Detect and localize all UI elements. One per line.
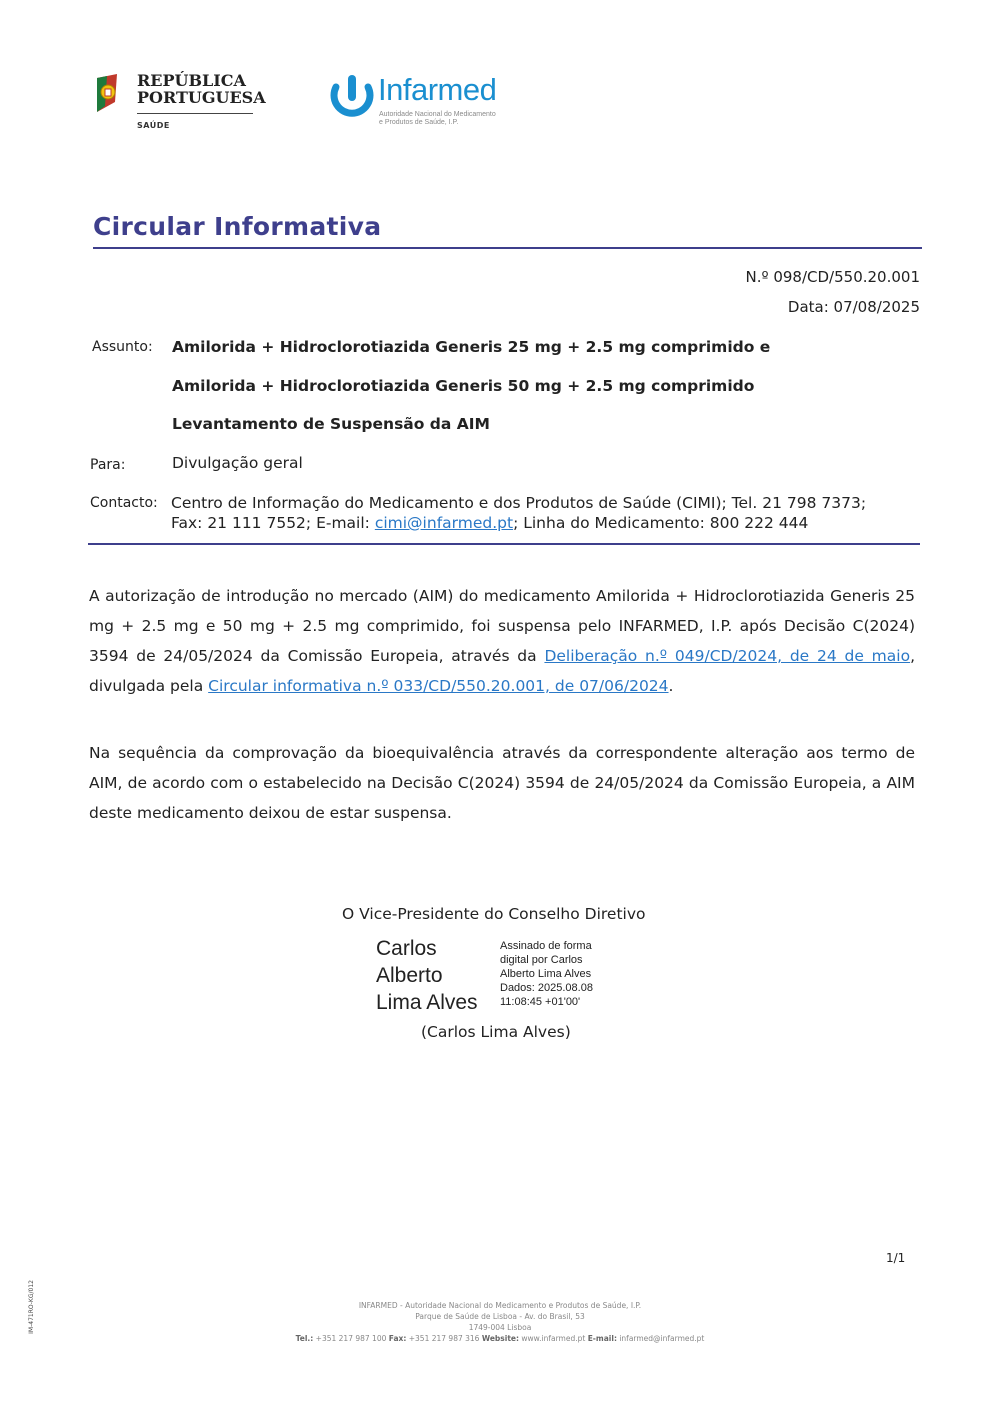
deliberacao-link[interactable]: Deliberação n.º 049/CD/2024, de 24 de maio: [544, 647, 911, 665]
contact-phone-text: ; Linha do Medicamento: 800 222 444: [513, 514, 809, 532]
p1-text-c: .: [668, 677, 674, 695]
document-date: Data: 07/08/2025: [787, 298, 920, 316]
gov-logo-divider: [137, 113, 253, 114]
footer-tel: +351 217 987 100: [315, 1334, 387, 1343]
footer-email-label: E-mail:: [587, 1334, 617, 1343]
contact-line1: Centro de Informação do Medicamento e dos Produtos de Saúde (CIMI); Tel. 21 798 7373;: [171, 494, 867, 512]
document-reference: [746, 262, 920, 322]
sig-name-line3: Lima Alves: [376, 991, 478, 1014]
stamp-line5: 11:08:45 +01'00': [500, 996, 581, 1008]
infarmed-logo-icon: [330, 73, 374, 117]
gov-logo-line1: REPÚBLICA: [137, 71, 246, 90]
footer-web[interactable]: www.infarmed.pt: [521, 1334, 586, 1343]
p1-text-b: , divulgada pela: [89, 647, 915, 695]
footer-tel-label: Tel.:: [295, 1334, 314, 1343]
subject-label: Assunto:: [92, 339, 153, 355]
republica-portuguesa-emblem: [93, 72, 129, 120]
contact-line2: [171, 514, 808, 532]
contact-fax-text: Fax: 21 111 7552; E-mail:: [171, 514, 375, 532]
digital-signature-name: [376, 935, 478, 1016]
circular-link[interactable]: Circular informativa n.º 033/CD/550.20.001, de 07/06/2024: [208, 677, 669, 695]
document-title: Circular Informativa: [93, 212, 382, 241]
contact-email-link[interactable]: cimi@infarmed.pt: [374, 514, 514, 532]
footer: [200, 1300, 800, 1344]
subject-line3: Levantamento de Suspensão da AIM: [172, 415, 490, 433]
infarmed-sub-line1: Autoridade Nacional do Medicamento: [379, 111, 496, 118]
body-paragraph-2: Na sequência da comprovação da bioequivalência através da correspondente alteração aos termo de AIM, de acordo com o estabelecido na Decisão C(2024) 3594 de 24/05/2024 da Comissão Europeia, a AIM deste medicamento deixou de estar suspensa.: [89, 744, 915, 822]
form-code: IM-471RO-KG/012: [28, 1280, 35, 1334]
to-value: Divulgação geral: [172, 454, 303, 472]
infarmed-subtitle: [379, 111, 519, 127]
stamp-line4: Dados: 2025.08.08: [500, 982, 593, 994]
signatory-role: O Vice-Presidente do Conselho Diretivo: [342, 905, 646, 923]
infarmed-name: Infarmed: [378, 72, 497, 107]
subject-line2: Amilorida + Hidroclorotiazida Generis 50 mg + 2.5 mg comprimido: [172, 377, 755, 395]
sig-name-line1: Carlos: [376, 937, 437, 960]
contact-label: Contacto:: [90, 495, 158, 511]
stamp-line3: Alberto Lima Alves: [500, 968, 592, 980]
infarmed-sub-line2: e Produtos de Saúde, I.P.: [379, 119, 459, 126]
sig-name-line2: Alberto: [376, 964, 443, 987]
contact-divider: [88, 543, 920, 545]
page-number: 1/1: [886, 1251, 906, 1265]
signatory-printed-name: (Carlos Lima Alves): [421, 1023, 571, 1041]
gov-logo-line2: PORTUGUESA: [137, 88, 266, 107]
footer-fax: +351 217 987 316: [408, 1334, 480, 1343]
footer-line3: 1749-004 Lisboa: [468, 1323, 532, 1332]
to-label: Para:: [90, 457, 126, 473]
digital-signature-stamp: [500, 939, 593, 1009]
footer-email[interactable]: infarmed@infarmed.pt: [619, 1334, 705, 1343]
p1-text-a: A autorização de introdução no mercado (AIM) do medicamento Amilorida + Hidroclorotiazida Generis 25 mg + 2.5 mg e 50 mg + 2.5 mg comprimido, foi suspensa pelo INFARMED, I.P. após Decisão C(2024) 3594 de 24/05/2024 da Comissão Europeia, através da: [89, 587, 915, 665]
footer-line1: INFARMED - Autoridade Nacional do Medicamento e Produtos de Saúde, I.P.: [358, 1301, 642, 1310]
body-paragraph-1: [89, 581, 915, 701]
document-number: N.º 098/CD/550.20.001: [745, 268, 920, 286]
footer-line2: Parque de Saúde de Lisboa - Av. do Brasil, 53: [415, 1312, 585, 1321]
subject-line1: Amilorida + Hidroclorotiazida Generis 25 mg + 2.5 mg comprimido e: [172, 338, 771, 356]
footer-fax-label: Fax:: [388, 1334, 407, 1343]
footer-contacts: [200, 1333, 800, 1344]
title-divider: [93, 247, 922, 249]
stamp-line1: Assinado de forma: [500, 940, 592, 952]
stamp-line2: digital por Carlos: [500, 954, 583, 966]
gov-logo-sub: SAÚDE: [137, 121, 170, 130]
footer-web-label: Website:: [481, 1334, 520, 1343]
gov-logo-text: [137, 72, 266, 106]
